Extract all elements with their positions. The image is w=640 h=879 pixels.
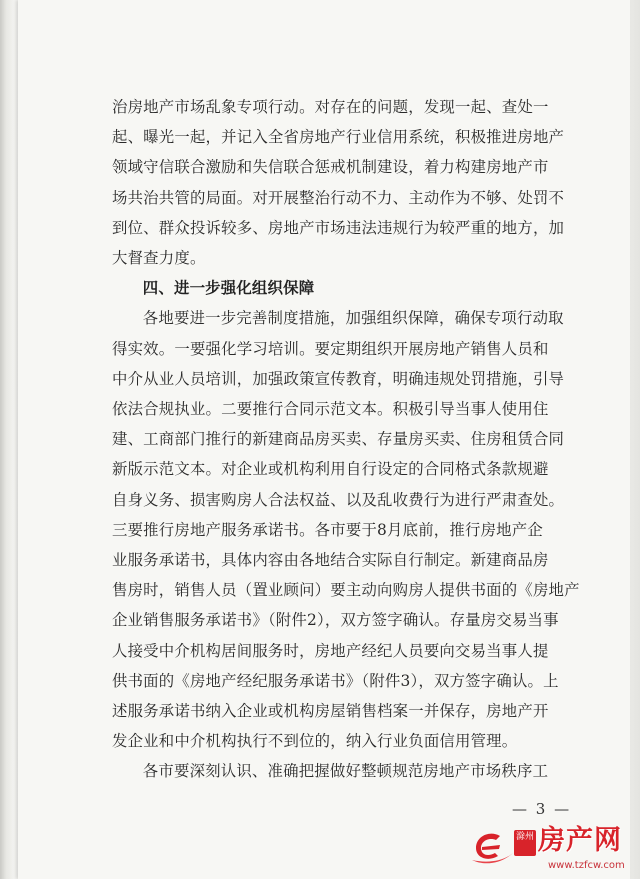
text-line: 大督查力度。 (112, 249, 206, 268)
text-line: 述服务承诺书纳入企业或机构房屋销售档案一并保存，房地产开 (112, 702, 549, 721)
text-line: 各市要深刻认识、准确把握做好整顿规范房地产市场秩序工 (142, 762, 549, 781)
text-line: 场共治共管的局面。对开展整治行动不力、主动作为不够、处罚不 (112, 188, 565, 207)
text-line: 企业销售服务承诺书》（附件2），双方签字确认。存量房交易当事 (112, 611, 559, 630)
site-url[interactable]: www.tzfcw.com (548, 860, 625, 871)
site-name: 房产网 (538, 825, 622, 856)
paragraph-1 (112, 92, 588, 273)
page-number: — 3 — (512, 800, 572, 818)
text-line: 业服务承诺书，具体内容由各地结合实际自行制定。新建商品房 (112, 551, 549, 570)
text-line: 三要推行房地产服务承诺书。各市要于8月底前，推行房地产企 (112, 520, 543, 539)
text-line: 供书面的《房地产经纪服务承诺书》（附件3），双方签字确认。上 (112, 671, 559, 690)
text-line: 到位、群众投诉较多、房地产市场违法违规行为较严重的地方，加 (112, 218, 565, 237)
text-line: 新版示范文本。对企业或机构利用自行设定的合同格式条款规避 (112, 460, 549, 479)
text-line: 得实效。一要强化学习培训。要定期组织开展房地产销售人员和 (112, 339, 549, 358)
site-watermark[interactable] (470, 822, 635, 876)
text-line: 依法合规执业。二要推行合同示范文本。积极引导当事人使用住 (112, 400, 549, 419)
text-line: 自身义务、损害购房人合法权益、以及乱收费行为进行严肃查处。 (112, 490, 565, 509)
text-line: 中介从业人员培训，加强政策宣传教育，明确违规处罚措施，引导 (112, 369, 565, 388)
text-line: 起、曝光一起，并记入全省房地产行业信用系统，积极推进房地产 (112, 128, 565, 147)
text-line: 治房地产市场乱象专项行动。对存在的问题，发现一起、查处一 (112, 98, 549, 116)
paragraph-2 (112, 303, 588, 756)
document-body (112, 92, 588, 787)
text-line: 人接受中介机构居间服务时，房地产经纪人员要向交易当事人提 (112, 641, 549, 660)
text-line: 各地要进一步完善制度措施，加强组织保障，确保专项行动取 (142, 309, 564, 328)
text-line: 建、工商部门推行的新建商品房买卖、存量房买卖、住房租赁合同 (112, 430, 565, 449)
paragraph-3 (112, 756, 588, 786)
e-swoosh-logo-icon (470, 826, 516, 866)
text-line: 售房时，销售人员（置业顾问）要主动向购房人提供书面的《房地产 (112, 581, 580, 600)
text-line: 领域守信联合激励和失信联合惩戒机制建设，着力构建房地产市 (112, 158, 549, 177)
text-line: 发企业和中介机构执行不到位的，纳入行业负面信用管理。 (112, 732, 518, 751)
section-heading: 四、进一步强化组织保障 (142, 279, 315, 298)
city-badge: 滁州 (514, 830, 536, 856)
